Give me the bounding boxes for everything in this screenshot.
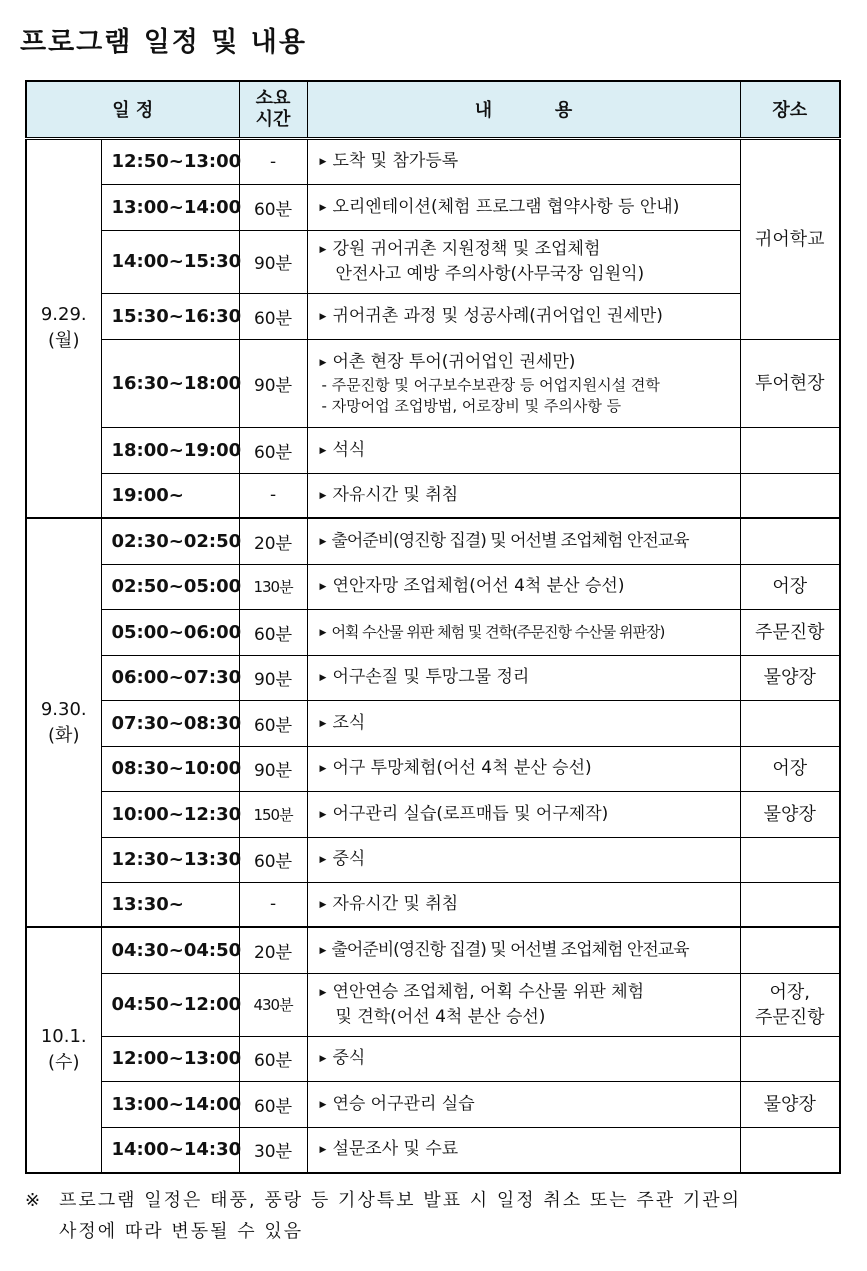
content-cell bbox=[307, 609, 740, 655]
duration-cell: 430분 bbox=[239, 973, 307, 1036]
place-cell bbox=[740, 973, 840, 1036]
place-cell-empty bbox=[740, 1036, 840, 1081]
duration-cell: 60분 bbox=[239, 1081, 307, 1127]
bullet-arrow-icon: ▶ bbox=[319, 855, 327, 865]
date-cell-day1 bbox=[26, 138, 101, 518]
table-row bbox=[26, 293, 840, 339]
bullet-arrow-icon: ▶ bbox=[319, 1054, 327, 1064]
content-cell bbox=[307, 1081, 740, 1127]
time-cell: 06:00~07:30 bbox=[101, 655, 239, 700]
duration-cell: 20분 bbox=[239, 927, 307, 973]
header-place: 장소 bbox=[740, 81, 840, 138]
content-cell bbox=[307, 700, 740, 746]
table-row bbox=[26, 518, 840, 564]
place-line1: 어장, bbox=[769, 981, 811, 1003]
date-line2: (화) bbox=[48, 724, 80, 746]
content-text: 어구손질 및 투망그물 정리 bbox=[332, 667, 530, 687]
bullet-arrow-icon: ▶ bbox=[319, 809, 327, 820]
bullet-arrow-icon: ▶ bbox=[319, 490, 327, 501]
table-row bbox=[26, 791, 840, 837]
time-cell: 12:00~13:00 bbox=[101, 1036, 239, 1081]
time-cell: 14:00~14:30 bbox=[101, 1127, 239, 1173]
table-row bbox=[26, 927, 840, 973]
bullet-arrow-icon: ▶ bbox=[319, 1145, 327, 1156]
duration-cell: 60분 bbox=[239, 609, 307, 655]
bullet-arrow-icon: ▶ bbox=[319, 157, 327, 167]
date-cell-day3 bbox=[26, 927, 101, 1173]
content-text: 중식 bbox=[332, 849, 366, 869]
time-cell: 14:00~15:30 bbox=[101, 230, 239, 293]
table-row bbox=[26, 882, 840, 927]
duration-cell: - bbox=[239, 473, 307, 518]
duration-cell: 60분 bbox=[239, 427, 307, 473]
content-cell bbox=[307, 339, 740, 427]
date-line1: 9.29. bbox=[40, 304, 87, 326]
place-cell: 물양장 bbox=[740, 791, 840, 837]
bullet-arrow-icon: ▶ bbox=[319, 764, 327, 774]
content-subitem: - 자망어업 조업방법, 어로장비 및 주의사항 등 bbox=[321, 396, 622, 415]
content-cell bbox=[307, 473, 740, 518]
duration-cell: 90분 bbox=[239, 230, 307, 293]
content-cell bbox=[307, 746, 740, 791]
place-cell: 물양장 bbox=[740, 1081, 840, 1127]
time-cell: 18:00~19:00 bbox=[101, 427, 239, 473]
table-row bbox=[26, 700, 840, 746]
time-cell: 02:50~05:00 bbox=[101, 564, 239, 609]
header-duration: 소요 시간 bbox=[239, 81, 307, 138]
time-cell: 05:00~06:00 bbox=[101, 609, 239, 655]
duration-cell: 150분 bbox=[239, 791, 307, 837]
content-cell bbox=[307, 882, 740, 927]
table-row bbox=[26, 473, 840, 518]
place-cell-empty bbox=[740, 1127, 840, 1173]
content-subitem: - 주문진항 및 어구보수보관장 등 어업지원시설 견학 bbox=[321, 375, 660, 394]
place-cell: 귀어학교 bbox=[740, 138, 840, 339]
duration-cell: - bbox=[239, 138, 307, 184]
place-cell: 투어현장 bbox=[740, 339, 840, 427]
table-row bbox=[26, 1081, 840, 1127]
content-cell bbox=[307, 518, 740, 564]
content-text: 어촌 현장 투어(귀어업인 권세만) bbox=[332, 351, 576, 372]
header-date: 일 정 bbox=[26, 81, 239, 138]
content-cell bbox=[307, 973, 740, 1036]
content-text: 귀어귀촌 과정 및 성공사례(귀어업인 권세만) bbox=[332, 305, 663, 326]
content-cell bbox=[307, 791, 740, 837]
duration-cell: 90분 bbox=[239, 655, 307, 700]
duration-cell: 130분 bbox=[239, 564, 307, 609]
place-cell: 주문진항 bbox=[740, 609, 840, 655]
bullet-arrow-icon: ▶ bbox=[319, 311, 327, 322]
table-row bbox=[26, 609, 840, 655]
table-row bbox=[26, 230, 840, 293]
place-cell-empty bbox=[740, 518, 840, 564]
table-row bbox=[26, 184, 840, 230]
date-line1: 10.1. bbox=[40, 1026, 87, 1047]
content-text: 어구관리 실습(로프매듭 및 어구제작) bbox=[332, 803, 609, 824]
duration-cell: 90분 bbox=[239, 339, 307, 427]
duration-cell: 60분 bbox=[239, 184, 307, 230]
place-line2: 주문진항 bbox=[754, 1006, 825, 1028]
time-cell: 15:30~16:30 bbox=[101, 293, 239, 339]
content-cell bbox=[307, 230, 740, 293]
place-cell-empty bbox=[740, 427, 840, 473]
bullet-arrow-icon: ▶ bbox=[319, 536, 326, 547]
duration-cell: 60분 bbox=[239, 700, 307, 746]
table-row bbox=[26, 138, 840, 184]
content-cell bbox=[307, 1036, 740, 1081]
header-content: 내 용 bbox=[307, 81, 740, 138]
table-row bbox=[26, 1036, 840, 1081]
content-text-line2: 및 견학(어선 4척 분산 승선) bbox=[335, 1007, 546, 1027]
content-text: 연안자망 조업체험(어선 4척 분산 승선) bbox=[332, 576, 625, 596]
place-cell-empty bbox=[740, 927, 840, 973]
place-cell: 어장 bbox=[740, 564, 840, 609]
bullet-arrow-icon: ▶ bbox=[319, 627, 326, 638]
time-cell: 12:30~13:30 bbox=[101, 837, 239, 882]
content-text: 자유시간 및 취침 bbox=[332, 893, 459, 914]
content-cell bbox=[307, 427, 740, 473]
content-cell bbox=[307, 138, 740, 184]
date-line1: 9.30. bbox=[40, 698, 87, 720]
note-mark: ※ bbox=[25, 1190, 43, 1211]
time-cell: 12:50~13:00 bbox=[101, 138, 239, 184]
time-cell: 08:30~10:00 bbox=[101, 746, 239, 791]
content-cell bbox=[307, 564, 740, 609]
bullet-arrow-icon: ▶ bbox=[319, 673, 327, 683]
content-text: 어구 투망체험(어선 4척 분산 승선) bbox=[332, 758, 592, 778]
duration-cell: 60분 bbox=[239, 293, 307, 339]
content-text: 도착 및 참가등록 bbox=[332, 151, 459, 171]
date-line2: (월) bbox=[48, 330, 80, 352]
content-text: 조식 bbox=[332, 712, 366, 733]
bullet-arrow-icon: ▶ bbox=[319, 245, 327, 255]
duration-cell: 20분 bbox=[239, 518, 307, 564]
duration-cell: - bbox=[239, 882, 307, 927]
content-text: 오리엔테이션(체험 프로그램 협약사항 등 안내) bbox=[332, 196, 680, 217]
content-text: 연승 어구관리 실습 bbox=[332, 1093, 475, 1114]
content-text: 출어준비(영진항 집결) 및 어선별 조업체험 안전교육 bbox=[331, 939, 689, 960]
content-text: 강원 귀어귀촌 지원정책 및 조업체험 bbox=[332, 239, 601, 259]
bullet-arrow-icon: ▶ bbox=[319, 1099, 327, 1110]
place-cell-empty bbox=[740, 473, 840, 518]
note-line2: 사정에 따라 변동될 수 있음 bbox=[59, 1221, 304, 1242]
content-cell bbox=[307, 837, 740, 882]
time-cell: 04:30~04:50 bbox=[101, 927, 239, 973]
date-cell-day2 bbox=[26, 518, 101, 927]
content-text: 어획 수산물 위판 체험 및 견학(주문진항 수산물 위판장) bbox=[331, 622, 665, 641]
place-cell: 어장 bbox=[740, 746, 840, 791]
bullet-arrow-icon: ▶ bbox=[319, 718, 327, 729]
place-cell-empty bbox=[740, 882, 840, 927]
place-cell: 물양장 bbox=[740, 655, 840, 700]
time-cell: 04:50~12:00 bbox=[101, 973, 239, 1036]
duration-cell: 60분 bbox=[239, 1036, 307, 1081]
content-cell bbox=[307, 293, 740, 339]
duration-cell: 60분 bbox=[239, 837, 307, 882]
table-row bbox=[26, 339, 840, 427]
duration-cell: 30분 bbox=[239, 1127, 307, 1173]
table-row bbox=[26, 1127, 840, 1173]
bullet-arrow-icon: ▶ bbox=[319, 357, 327, 368]
note-line1: 프로그램 일정은 태풍, 풍랑 등 기상특보 발표 시 일정 취소 또는 주관 기관의 bbox=[59, 1190, 742, 1211]
bullet-arrow-icon: ▶ bbox=[319, 582, 327, 592]
bullet-arrow-icon: ▶ bbox=[319, 988, 327, 998]
table-row bbox=[26, 564, 840, 609]
table-row bbox=[26, 973, 840, 1036]
place-cell-empty bbox=[740, 700, 840, 746]
content-cell bbox=[307, 655, 740, 700]
bullet-arrow-icon: ▶ bbox=[319, 202, 327, 213]
table-row bbox=[26, 746, 840, 791]
time-cell: 13:00~14:00 bbox=[101, 1081, 239, 1127]
date-line2: (수) bbox=[48, 1052, 80, 1073]
bullet-arrow-icon: ▶ bbox=[319, 945, 326, 956]
table-row bbox=[26, 655, 840, 700]
time-cell: 13:30~ bbox=[101, 882, 239, 927]
time-cell: 16:30~18:00 bbox=[101, 339, 239, 427]
content-text: 출어준비(영진항 집결) 및 어선별 조업체험 안전교육 bbox=[331, 530, 689, 551]
time-cell: 13:00~14:00 bbox=[101, 184, 239, 230]
schedule-table bbox=[25, 80, 841, 1174]
bullet-arrow-icon: ▶ bbox=[319, 899, 327, 910]
time-cell: 19:00~ bbox=[101, 473, 239, 518]
content-text: 설문조사 및 수료 bbox=[332, 1139, 459, 1160]
duration-cell: 90분 bbox=[239, 746, 307, 791]
content-text: 석식 bbox=[332, 439, 366, 460]
bullet-arrow-icon: ▶ bbox=[319, 445, 327, 456]
content-cell bbox=[307, 927, 740, 973]
footnote bbox=[25, 1185, 845, 1247]
time-cell: 10:00~12:30 bbox=[101, 791, 239, 837]
content-text: 자유시간 및 취침 bbox=[332, 484, 459, 505]
page-title: 프로그램 일정 및 내용 bbox=[20, 27, 307, 58]
content-cell bbox=[307, 1127, 740, 1173]
content-text: 중식 bbox=[332, 1048, 366, 1068]
time-cell: 07:30~08:30 bbox=[101, 700, 239, 746]
place-cell-empty bbox=[740, 837, 840, 882]
content-cell bbox=[307, 184, 740, 230]
table-row bbox=[26, 837, 840, 882]
table-row bbox=[26, 427, 840, 473]
content-text: 연안연승 조업체험, 어획 수산물 위판 체험 bbox=[332, 982, 645, 1002]
content-text-line2: 안전사고 예방 주의사항(사무국장 임원익) bbox=[335, 264, 645, 284]
time-cell: 02:30~02:50 bbox=[101, 518, 239, 564]
header-row bbox=[26, 81, 840, 138]
